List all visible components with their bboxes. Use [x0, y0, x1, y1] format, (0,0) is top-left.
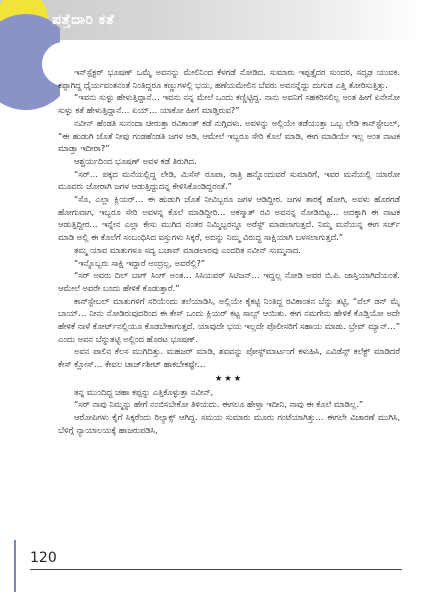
running-head: ಪತ್ತೆದಾರಿ ಕತೆ: [52, 12, 115, 28]
body-text: [58, 66, 400, 436]
section-separator: ★★★: [214, 372, 244, 383]
paragraph: ಆಶ್ಚರ್ಯದಿಂದ ಭೂಷಣ್ ಅವಳ ಕಡೆ ತಿರುಗಿದ.: [74, 155, 197, 166]
paragraph: “ಇನ್ನೊಬ್ಬರು ಸಾಕ್ಷಿ ಇದ್ದಾರೆ ಅಂದ್ರಲ್ಲ, ಅವರೆಲ್ಲಿ?”: [74, 257, 206, 268]
decorative-circles: [0, 0, 60, 120]
margin-rule: [14, 540, 16, 592]
paragraph: ತನ್ನ ಮುಂದಿದ್ದ ಚಹಾ ಕಪ್ಪನ್ನು ಎತ್ತಿಕೊಳ್ಳುತ್ತಾ ನವೀನ್,: [74, 386, 214, 397]
paragraph: ಕಾನ್‌ಸ್ಟೇಬಲ್ ಮಾತುಗಳಿಗೆ ಸರಿಯೆಂದು ತಲೆಯಾಡಿಸಿ, ಅಲ್ಲಿಯೇ ಕೈಕಟ್ಟಿ ನಿಂತಿದ್ದ ರವಿಕಾಂತನ ಬೆನ್ನು ತಟ್ಟಿ, “ವೆಲ್ ಡನ್ ಮೈ ಬಾಯ್… ನೀನು ನೋಡಿರುವುದರಿಂದ ಈ ಕೇಸ್ ಒಂದು ಕ್ಲಿಯರ್ ಕಟ್ಟ ಸಾಲ್ವ್ ಆಯಿತು. ಈಗ ನಮಗೇನು ಹೇಳಿಕೆ ಕೊಡ್ತಿಯೋ ಅದೇ ಹೇಳಿಕೆ ನಾಳೆ ಕೋರ್ಟ್‌ನಲ್ಲಿಯೂ ಕೊಡಬೇಕಾಗುತ್ತದೆ. ಯಾವುದೇ ಭಯ ಇಲ್ಲದೇ ಪೊಲೀಸರಿಗೆ ಸಹಾಯ ಮಾಡು. ಬ್ರೇವ್ ಮ್ಯಾನ್…” ಎಂದು ಅವನ ಬೆನ್ನುತಟ್ಟಿ ಅಲ್ಲಿಂದ ಹೊರಟ ಭೂಷಣ್.: [58, 295, 400, 344]
paragraph: “ಸರ್… ಪಕ್ಕದ ಮನೆಯಲ್ಲಿದ್ದ ಲೇಡಿ, ಮಿಸೆಸ್ ರೂಪಾ, ರಾತ್ರಿ ಹನ್ನೊಂದುವರೆ ಸುಮಾರಿಗೆ, ಇವರ ಮನೆಯಲ್ಲಿ ಯಾರೋ ಮೂವರು ಜೋರಾಗಿ ಜಗಳ ಆಡುತ್ತಿದ್ದುದನ್ನ ಕೇಳಿಸಿಕೊಂಡಿದ್ದರಂತೆ.”: [58, 168, 400, 192]
paragraph: “ಸರ್ ಅವರು ದಿಲ್ ಬಾಗ್ ಸಿಂಗ್ ಅಂತ… ಸಿಸಿಯವರ್ ಸಿಟಿಜನ್… ಇದ್ದಲ್ಲ ನೋಡಿ ಅವರ ಬಿ.ಪಿ. ಜಾಸ್ತಿಯಾಗಿದೆಯಂತೆ. ಆಮೇಲೆ ಅವರೇ ಬಂದು ಹೇಳಿಕೆ ಕೊಡುತ್ತಾರೆ.”: [58, 270, 400, 293]
paragraph: “ಸೊ, ಎಲ್ಲಾ ಕ್ಲಿಯರ್… ಈ ಹುಡುಗಿ ಜೊತೆ ನೀವಿಬ್ಬರೂ ಜಗಳ ಆಡಿದ್ದೀರ. ಜಗಳ ತಾರಕ್ಕೆ ಹೋಗಿ, ಅವಳು ಹೊರಗಡೆ ಹೋಗುವಾಗ, ಇಬ್ಬರೂ ಸೇರಿ ಅವಳನ್ನ ಕೊಲೆ ಮಾಡಿದ್ದೀರಿ… ಅಕಸ್ಮಾತ್ ರವಿ ಅವನನ್ನ ನೋಡಿಬಿಟ್ಟ… ಅದಕ್ಕಾಗಿ ಈ ನಾಟಕ ಆಡುತ್ತಿದ್ದೀರ… ಇನ್ನೇನ ಎಲ್ಲಾ ಕೇಸು ಮುಗಿದ ನಂತರ ನಿಮ್ಮಿಬ್ಬರನ್ನೂ ಅರೆಸ್ಟ್ ಮಾಡಲಾಗುತ್ತದೆ. ನಿಮ್ಮ ಮನೆಯನ್ನ ಈಗ ಸರ್ಚ್ ಮಾಡಿ ಅಲ್ಲಿ ಈ ಕೊಲೆಗೆ ಸಂಬಂಧಿಸಿದ ವಸ್ತುಗಳು ಸಿಕ್ಕರೆ, ಅದನ್ನು ನಿಮ್ಮ ವಿರುದ್ಧ ಸಾಕ್ಷಿಯಾಗಿ ಬಳಸಲಾಗುತ್ತದೆ.”: [58, 194, 400, 243]
paragraph: “ಸರ್ ನಾವು ನಿಮ್ಮನ್ನು ಹೇಗೆ ನಂಬಿಸಬೇಕೋ ತಿಳಿಯದು. ಈಗಲೂ ಹೇಳ್ತಾ ಇದೀನಿ, ನಾವು ಈ ಕೊಲೆ ಮಾಡಿಲ್ಲ.”: [74, 399, 364, 410]
paragraph: ಇನ್‌ಸ್ಪೆಕ್ಟರ್ ಭೂಷಣ್ ಒಮ್ಮೆ ಅವನನ್ನು ಮೇಲಿನಿಂದ ಕೆಳಗಡೆ ನೋಡಿದ. ಸುಮಾರು ಇಪ್ಪತ್ತೈದರ ಸುಂದರ, ಸದೃಢ ಯುವಕ. ಕಪ್ಪಾಗಿದ್ದ ಧೈರ್ಯವಂತನಂತೆ ನಿಂತಿದ್ದರೂ ಕಣ್ಣುಗಳಲ್ಲಿ ಭಯ, ಹಣೆಯಮೇಲಿನ ಬೆವರು ಅವನನ್ನೆದ್ದು ದುಗುಡ ಎತ್ತಿ ತೋರಿಸುತ್ತಿತ್ತು.: [58, 67, 400, 90]
paragraph: ಅವನ ಪಾಲಿನ ಕೆಲಸ ಮುಗಿದಿತ್ತು. ಮಹಜರ್ ಮಾಡಿ, ಶವವನ್ನು ಪೋಸ್ಟ್‌ಮಾರ್ಟಂಗೆ ಕಳುಹಿಸಿ, ಎವಿಡೆನ್ಸ್ ಕಲೆಕ್ಟ್ ಮಾಡಿದರೆ ಕೇಸ್ ಕ್ಲೋಸ್… ಕೇವಲ ಚಾರ್ಜ್‌ಶೀಟ್ ಹಾಕಬೇಕಷ್ಟೇ…: [58, 346, 400, 370]
page-number: 120: [30, 550, 57, 566]
paragraph: ನವೀನ್ ಹೆಂಡತಿ ಸುನಂದಾ ಚೀರುತ್ತಾ ರವಿಕಾಂತ್ ಕಡೆ ನುಗ್ಗಿದಳು. ಅವಳನ್ನು ಅಲ್ಲಿಯೇ ತಡೆಯುತ್ತಾ ಒಬ್ಬ ಲೇಡಿ ಕಾನ್‌ಸ್ಟೇಬಲ್, “ಈ ಹುಡುಗಿ ಜೊತೆ ನೀವು ಗಂಡಹೆಂಡತಿ ಜಗಳ ಆಡಿ, ಆಮೇಲೆ ಇಬ್ಬರೂ ಸೇರಿ ಕೊಲೆ ಮಾಡಿ, ಈಗ ಮಾಡಿಯೇ ಇಲ್ಲ ಅಂತ ನಾಟಕ ಮಾಡ್ತಾ ಇದೀರಾ?”: [58, 117, 400, 154]
footer-rule: [30, 569, 402, 570]
paragraph: ಆರೋಪಿಗಳು ಕೈಗೆ ಸಿಕ್ಕರೆಂದು ರಿಲ್ಯಾಕ್ಸ್ ಆಗಿದ್ದ. ಸಮಯ ಸುಮಾರು ಮೂರು ಗಂಟೆಯಾಗಿತ್ತು… ಈಗಲೇ ವಿಚಾರಣೆ ಮುಗಿಸಿ, ಬೆಳಿಗ್ಗೆ ನ್ಯಾಯಾಲಯಕ್ಕೆ ಹಾಜರುಪಡಿಸಿ,: [58, 411, 400, 435]
paragraph: ತಮ್ಮ ಯಾವ ಮಾತುಗಳೂ ಸದ್ಯ ಬಚಾವ್ ಮಾಡಲಾರವು ಎಂದರಿತ ನವೀನ್ ಸುಮ್ಮನಾದ.: [74, 244, 301, 255]
paragraph: “ಇವನು ಸುಳ್ಳು ಹೇಳುತ್ತಿದ್ದಾನೆ… ಇವನು ನನ್ನ ಮೇಲೆ ಒಂದು ಕಣ್ಣಿಟ್ಟಿದ್ದ. ನಾನು ಅವನಿಗೆ ಸಹಕರಿಸಲಿಲ್ಲ ಅಂತ ಹೀಗೆ ಏನೇನೋ ಸುಳ್ಳು ಕತೆ ಹೇಳುತ್ತಿದ್ದಾನೆ… ಏಯ್… ಯಾಕೋ ಹೀಗೆ ಮಾಡ್ತಿರುವ?”: [58, 92, 400, 116]
